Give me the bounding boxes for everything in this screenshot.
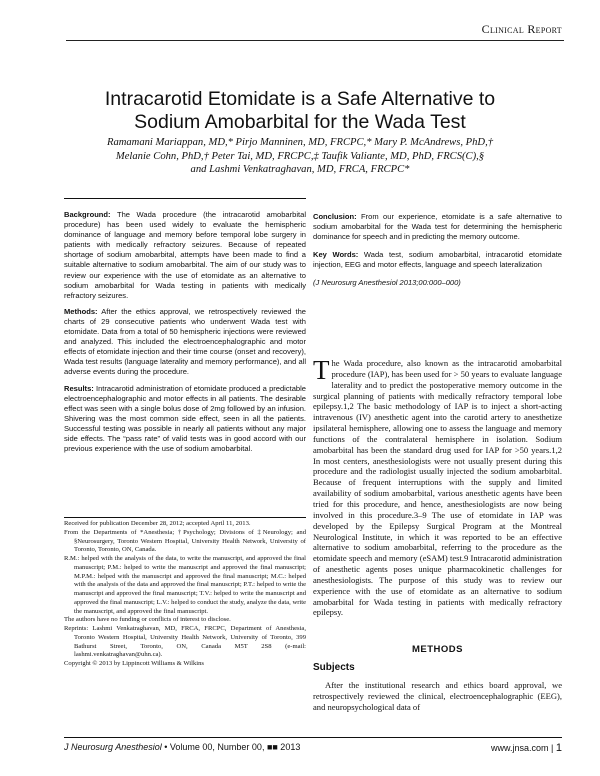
authors-line-3: and Lashmi Venkatraghavan, MD, FRCA, FRCPC*	[190, 164, 410, 176]
citation: (J Neurosurg Anesthesiol 2013;00:000–000)	[313, 278, 461, 288]
title-line-2: Sodium Amobarbital for the Wada Test	[134, 111, 466, 133]
background-label: Background:	[64, 210, 111, 219]
journal-name: J Neurosurg Anesthesiol	[64, 742, 162, 752]
background-text: The Wada procedure (the intracarotid amobarbital procedure) has been used widely to evaluate the hemispheric dominance of language and memory before temporal lobe surgery in patients with medically refractory seizures. Because of repeated shortage of sodium amobarbital, attempts have been made to find a suitable alternative to sodium amobarbital. The aim of our study was to review our experience with the use of etomidate as an alternative to sodium amobarbital for Wada testing in patients with medically refractory seizures.	[64, 210, 306, 300]
abstract-results	[64, 384, 306, 455]
intro-text: he Wada procedure, also known as the intracarotid amobarbital procedure (IAP), has been used for > 50 years to evaluate language laterality and to predict the postoperative memory outcome in the surgical planning of patients with medically refractory temporal lobe epilepsy.1,2 The basic methodology of IAP is to inject a short-acting intravenous (IV) anesthetic agent into the carotid artery to anesthetize ipsilateral hemisphere, allowing one to assess the language and memory functions of the contralateral hemisphere in isolation. Sodium amobarbital has been the standard drug used for IAP for >50 years.1,2 In most centers, anesthesiologists were not usually present during this procedure and the radiologist usually injected the sodium amobarbital. Because of frequent interruptions with the supply and limited availability of sodium amobarbital, various anesthetic agents have been tried for this procedure, and hence, anesthesiologists are now being involved in this procedure.3–9 The use of etomidate in IAP was developed by the Epilepsy Surgical Program at the Montreal Neurological Institute, in which it was reported to be an effective alternative to sodium amobarbital, referring to the procedure as the etomidate speech and memory (eSAM) test.9 Intracarotid administration of anesthetic agents poses unique pharmacokinetic challenges for anesthesiologists. The purpose of this study was to review our experience with the use of etomidate as an alternative to sodium amobarbital for Wada testing in patients with medically refractory epilepsy.	[313, 358, 562, 618]
abstract-conclusion	[313, 212, 562, 242]
intro-paragraph	[313, 355, 562, 618]
website-link[interactable]: www.jnsa.com	[491, 743, 549, 753]
subjects-text: After the institutional research and ethics board approval, we retrospectively reviewed the clinical, electroencephalographic (EEG), and neuropsychological data of	[313, 680, 562, 712]
authors-line-1: Ramamani Mariappan, MD,* Pirjo Manninen, MD, FRCPC,* Mary P. McAndrews, PhD,†	[106, 137, 494, 148]
results-label: Results:	[64, 383, 94, 393]
footnote-copyright: Copyright © 2013 by Lippincott Williams & Wilkins	[64, 660, 204, 667]
authors-line-2: Melanie Cohn, PhD,† Peter Tai, MD, FRCPC,‡ Taufik Valiante, MD, PhD, FRCS(C),§	[115, 150, 485, 162]
abstract-rule	[64, 198, 306, 199]
footnote-reprints: Reprints: Lashmi Venkatraghavan, MD, FRCA, FRCPC, Department of Anesthesia, Toronto Western Hospital, University Health Network, University of Toronto, 399 Bathurst Street, Toronto, ON, Canada M5T 2S8 (e-mail: lashmi.venkatraghavan@uhn.ca).	[64, 625, 306, 659]
header-rule	[66, 40, 564, 41]
footer-journal	[64, 742, 300, 752]
article-title	[40, 88, 560, 134]
footnotes	[64, 520, 306, 669]
abstract-background	[64, 210, 306, 301]
intro-section	[313, 355, 562, 618]
abstract-keywords	[313, 250, 562, 270]
author-list	[40, 136, 560, 177]
title-line-1: Intracarotid Etomidate is a Safe Alternative to	[104, 88, 496, 110]
conclusion-text: From our experience, etomidate is a safe alternative to sodium amobarbital for the Wada test for determining the hemispheric dominance for speech and in predicting the memory outcome.	[313, 212, 562, 242]
footnote-contributions: R.M.: helped with the analysis of the data, to write the manuscript, and approved the final manuscript; P.M.: helped to write the manuscript and approved the final manuscript; M.P.M.: helped with the manuscript and approved the final manuscript; M.C.: helped with the analysis of the data and approved the final manuscript; P.T.: helped to write the manuscript and approved the final manuscript; T.V.: helped to write the manuscript and approved the final manuscript; L.V.: helped to conduct the study, analyze the data, write the manuscript, and approved the final manuscript.	[64, 555, 306, 615]
footnote-conflicts: The authors have no funding or conflicts of interest to disclose.	[64, 616, 231, 624]
subjects-heading: Subjects	[313, 662, 355, 673]
footnote-received: Received for publication December 28, 2012; accepted April 11, 2013.	[64, 520, 251, 527]
methods-label: Methods:	[64, 306, 98, 316]
keywords-label: Key Words:	[313, 250, 359, 260]
conclusion-label: Conclusion:	[313, 212, 357, 221]
abstract-methods	[64, 307, 306, 378]
section-label: Clinical Report	[481, 22, 562, 36]
methods-text: After the ethics approval, we retrospectively reviewed the charts of 29 consecutive patients who underwent Wada test with etomidate. Data from a total of 50 hemispheric injections were reviewed and analyzed. This included the electroencephalographic and motor effects of etomidate injection and their time course (onset and recovery), Wada test results (language laterality and memory performance), and all adverse events during the procedure.	[64, 306, 306, 377]
keywords-text: Wada test, sodium amobarbital, intracarotid etomidate injection, EEG and motor effects, language and speech lateralization	[313, 250, 562, 270]
footnote-departments: From the Departments of *Anesthesia; †Psychology; Divisions of ‡Neurology; and §Neurosurgery, Toronto Western Hospital, University Health Network, University of Toronto, Toronto, ON, Canada.	[64, 528, 306, 554]
drop-cap: T	[313, 355, 330, 385]
footnote-rule	[64, 517, 306, 518]
volume-info: • Volume 00, Number 00, ■■ 2013	[164, 742, 301, 752]
footer-rule	[64, 737, 562, 738]
abstract-left	[64, 210, 306, 460]
methods-heading: METHODS	[412, 644, 463, 655]
footer-website: www.jnsa.com | 1	[491, 742, 562, 754]
results-text: Intracarotid administration of etomidate produced a predictable electroencephalographic and motor effects in all patients. The desirable effect was seen with a single bolus dose of 2mg followed by an infusion. Shivering was the most common side effect, seen in all the patients. Successful testing was possible in nearly all patients without any major side effects. The “pass rate” of valid tests was in good accord with our previous experience with the use of sodium amobarbital.	[64, 383, 306, 454]
page-number: 1	[555, 742, 562, 754]
abstract-right	[313, 212, 562, 295]
